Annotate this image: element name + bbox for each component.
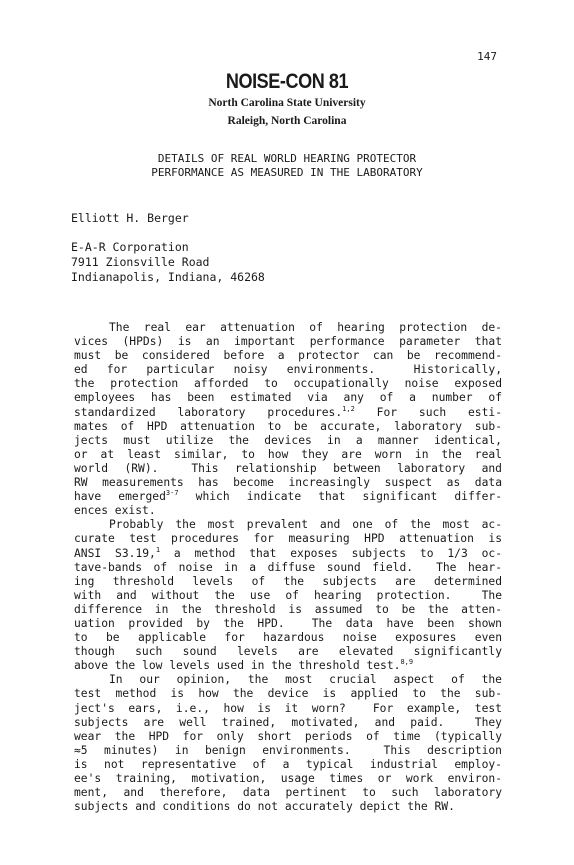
text-fragment: have emerged (74, 490, 166, 504)
author-affiliation (71, 240, 265, 285)
paragraph-2 (74, 518, 502, 673)
text-line: ee's training, motivation, usage times or work environ- (74, 772, 502, 785)
text-line: Probably the most prevalent and one of the most ac- (109, 518, 502, 532)
text-line (74, 490, 502, 504)
conference-title: NOISE-CON 81 (225, 70, 349, 93)
text-line: tave-bands of noise in a diffuse sound field. The hear- (74, 560, 502, 574)
text-fragment: a method that exposes subjects to 1/3 oc- (160, 546, 502, 560)
text-line: ed for particular noisy environments. Historically, (74, 363, 502, 377)
text-line: subjects are well trained, motivated, and paid. They (74, 715, 502, 729)
paper-title-line-2: PERFORMANCE AS MEASURED IN THE LABORATORY (151, 166, 423, 179)
text-line: mates of HPD attenuation to be accurate, laboratory sub- (74, 419, 502, 433)
text-line: jects must utilize the devices in a manner identical, (74, 433, 502, 447)
text-line: The real ear attenuation of hearing protection de- (109, 321, 502, 334)
text-line: employees has been estimated via any of a number of (74, 391, 502, 405)
text-line: vices (HPDs) is an important performance parameter that (74, 335, 502, 349)
text-fragment: which indicate that significant differ- (178, 490, 502, 504)
text-line: RW measurements has become increasingly suspect as data (74, 476, 502, 490)
text-fragment: For such esti- (354, 405, 502, 419)
text-line: or at least similar, to how they are worn in the real (74, 447, 502, 461)
text-line: ences exist. (74, 504, 156, 518)
text-fragment: above the low levels used in the threshold test. (74, 659, 401, 673)
text-line: ≈5 minutes) in benign environments. This description (74, 743, 502, 757)
text-line: ject's ears, i.e., how is it worn? For example, test (74, 701, 502, 715)
citation-superscript: 1,2 (342, 404, 355, 413)
text-fragment: ANSI S3.19, (74, 546, 156, 560)
text-line: In our opinion, the most crucial aspect of the (109, 673, 502, 687)
paper-title-line-1: DETAILS OF REAL WORLD HEARING PROTECTOR (157, 152, 417, 165)
text-line: wear the HPD for only short periods of time (typically (74, 729, 502, 743)
author-name: Elliott H. Berger (71, 211, 189, 225)
text-line: ment, and therefore, data pertinent to such laboratory (74, 786, 502, 800)
text-line (74, 406, 502, 420)
conference-institution: North Carolina State University (208, 97, 366, 109)
text-fragment: standardized laboratory procedures. (74, 405, 343, 419)
text-line: with and without the use of hearing protection. The (74, 588, 502, 602)
affiliation-line: Indianapolis, Indiana, 46268 (71, 270, 265, 284)
text-line: is not representative of a typical industrial employ- (74, 757, 502, 771)
conference-location: Raleigh, North Carolina (227, 115, 347, 127)
citation-superscript: 8,9 (400, 658, 414, 667)
paper-title (0, 152, 574, 180)
text-line: world (RW). This relationship between laboratory and (74, 461, 502, 475)
paragraph-3 (74, 673, 502, 814)
text-line: difference in the threshold is assumed to be the atten- (74, 602, 502, 616)
text-line: subjects and conditions do not accurately depict the RW. (74, 800, 455, 814)
page-number: 147 (477, 50, 497, 63)
text-line: must be considered before a protector can be recommend- (74, 349, 502, 363)
text-line: though such sound levels are elevated significantly (74, 645, 502, 659)
body-text (74, 321, 502, 814)
text-line: ing threshold levels of the subjects are determined (74, 574, 502, 588)
text-line: uation provided by the HPD. The data have been shown (74, 616, 502, 630)
citation-superscript: 3-7 (165, 489, 179, 498)
text-line: the protection afforded to occupationally noise exposed (74, 377, 502, 391)
text-line (74, 547, 502, 561)
text-line: test method is how the device is applied to the sub- (74, 687, 502, 701)
text-line (74, 659, 502, 673)
text-line: to be applicable for hazardous noise exposures even (74, 631, 502, 645)
citation-superscript: 1 (155, 545, 161, 554)
affiliation-line: E-A-R Corporation (71, 240, 189, 254)
paragraph-1 (74, 321, 502, 518)
affiliation-line: 7911 Zionsville Road (71, 255, 210, 269)
text-line: curate test procedures for measuring HPD attenuation is (74, 532, 502, 546)
